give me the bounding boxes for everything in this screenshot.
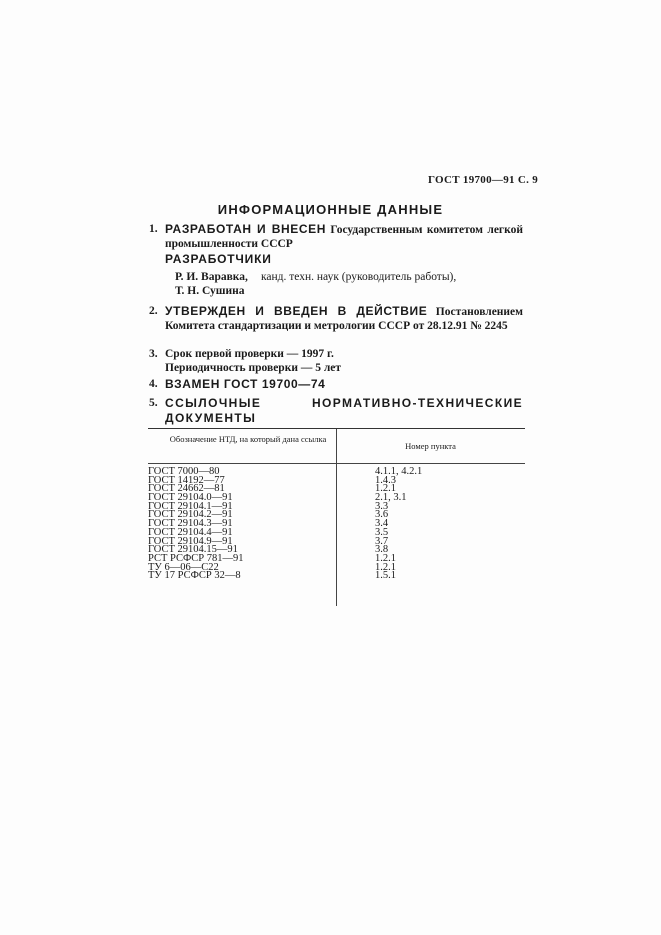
section-3	[149, 347, 523, 375]
cell-document: ГОСТ 29104.3—91	[148, 518, 233, 530]
developer-line	[175, 271, 457, 283]
column-header-document: Обозначение НТД, на который дана ссылка	[169, 434, 327, 444]
cell-document: ГОСТ 14192—77	[148, 474, 225, 486]
section-lead: РАЗРАБОТАН И ВНЕСЕН	[165, 222, 326, 236]
cell-clause: 1.5.1	[375, 570, 396, 582]
cell-clause: 1.2.1	[375, 552, 396, 564]
section-number: 5.	[149, 397, 158, 409]
cell-clause: 2.1, 3.1	[375, 492, 407, 504]
section-number: 4.	[149, 378, 158, 390]
section-2	[149, 304, 523, 333]
section-4	[149, 377, 523, 392]
section-lead: ВЗАМЕН ГОСТ 19700—74	[165, 377, 326, 391]
cell-document: ГОСТ 29104.4—91	[148, 526, 233, 538]
section-number: 1.	[149, 223, 158, 235]
developers-heading: РАЗРАБОТЧИКИ	[165, 252, 272, 266]
section-line: Срок первой проверки — 1997 г.	[165, 348, 334, 360]
cell-document: ТУ 17 РСФСР 32—8	[148, 570, 241, 582]
cell-clause: 3.3	[375, 500, 389, 512]
developer-name: Р. И. Варавка,	[175, 271, 248, 283]
column-header-clause: Номер пункта	[405, 441, 456, 451]
cell-document: ГОСТ 29104.2—91	[148, 509, 233, 521]
section-text: Постановлением Комитета стандартизации и метрологии СССР от 28.12.91 № 2245	[165, 306, 523, 332]
cell-clause: 3.4	[375, 518, 389, 530]
developer-line	[175, 285, 244, 297]
cell-clause: 4.1.1, 4.2.1	[375, 466, 423, 477]
section-line: Периодичность проверки — 5 лет	[165, 362, 342, 374]
cell-document: РСТ РСФСР 781—91	[148, 552, 244, 564]
cell-document: ГОСТ 29104.15—91	[148, 544, 238, 556]
document-title: ИНФОРМАЦИОННЫЕ ДАННЫЕ	[217, 202, 444, 217]
page-header-code: ГОСТ 19700—91 С. 9	[427, 174, 538, 186]
cell-document: ТУ 6—06—С22	[148, 561, 219, 573]
table-row	[148, 572, 525, 581]
cell-clause: 1.2.1	[375, 483, 396, 495]
cell-document: ГОСТ 7000—80	[148, 466, 220, 477]
cell-clause: 3.8	[375, 544, 389, 556]
section-number: 2.	[149, 305, 158, 317]
developer-info: канд. техн. наук (руководитель работы),	[261, 271, 457, 283]
header-rule	[148, 463, 525, 464]
section-1	[149, 222, 523, 251]
cell-document: ГОСТ 24662—81	[148, 483, 225, 495]
cell-document: ГОСТ 29104.1—91	[148, 500, 233, 512]
section-number: 3.	[149, 348, 158, 360]
section-lead: ССЫЛОЧНЫЕ НОРМАТИВНО-ТЕХНИЧЕСКИЕ ДОКУМЕНТЫ	[165, 396, 523, 425]
cell-document: ГОСТ 29104.0—91	[148, 492, 233, 504]
reference-table	[148, 428, 525, 607]
section-text: Государственным комитетом легкой промышленности СССР	[165, 224, 523, 250]
cell-clause: 3.6	[375, 509, 389, 521]
section-5	[149, 396, 523, 426]
cell-clause: 3.5	[375, 526, 389, 538]
cell-clause: 1.4.3	[375, 474, 396, 486]
cell-clause: 3.7	[375, 535, 389, 547]
cell-document: ГОСТ 29104.9—91	[148, 535, 233, 547]
developer-name: Т. Н. Сушина	[175, 285, 245, 297]
table-body	[148, 468, 525, 581]
cell-clause: 1.2.1	[375, 561, 396, 573]
section-lead: УТВЕРЖДЕН И ВВЕДЕН В ДЕЙСТВИЕ	[165, 304, 428, 318]
